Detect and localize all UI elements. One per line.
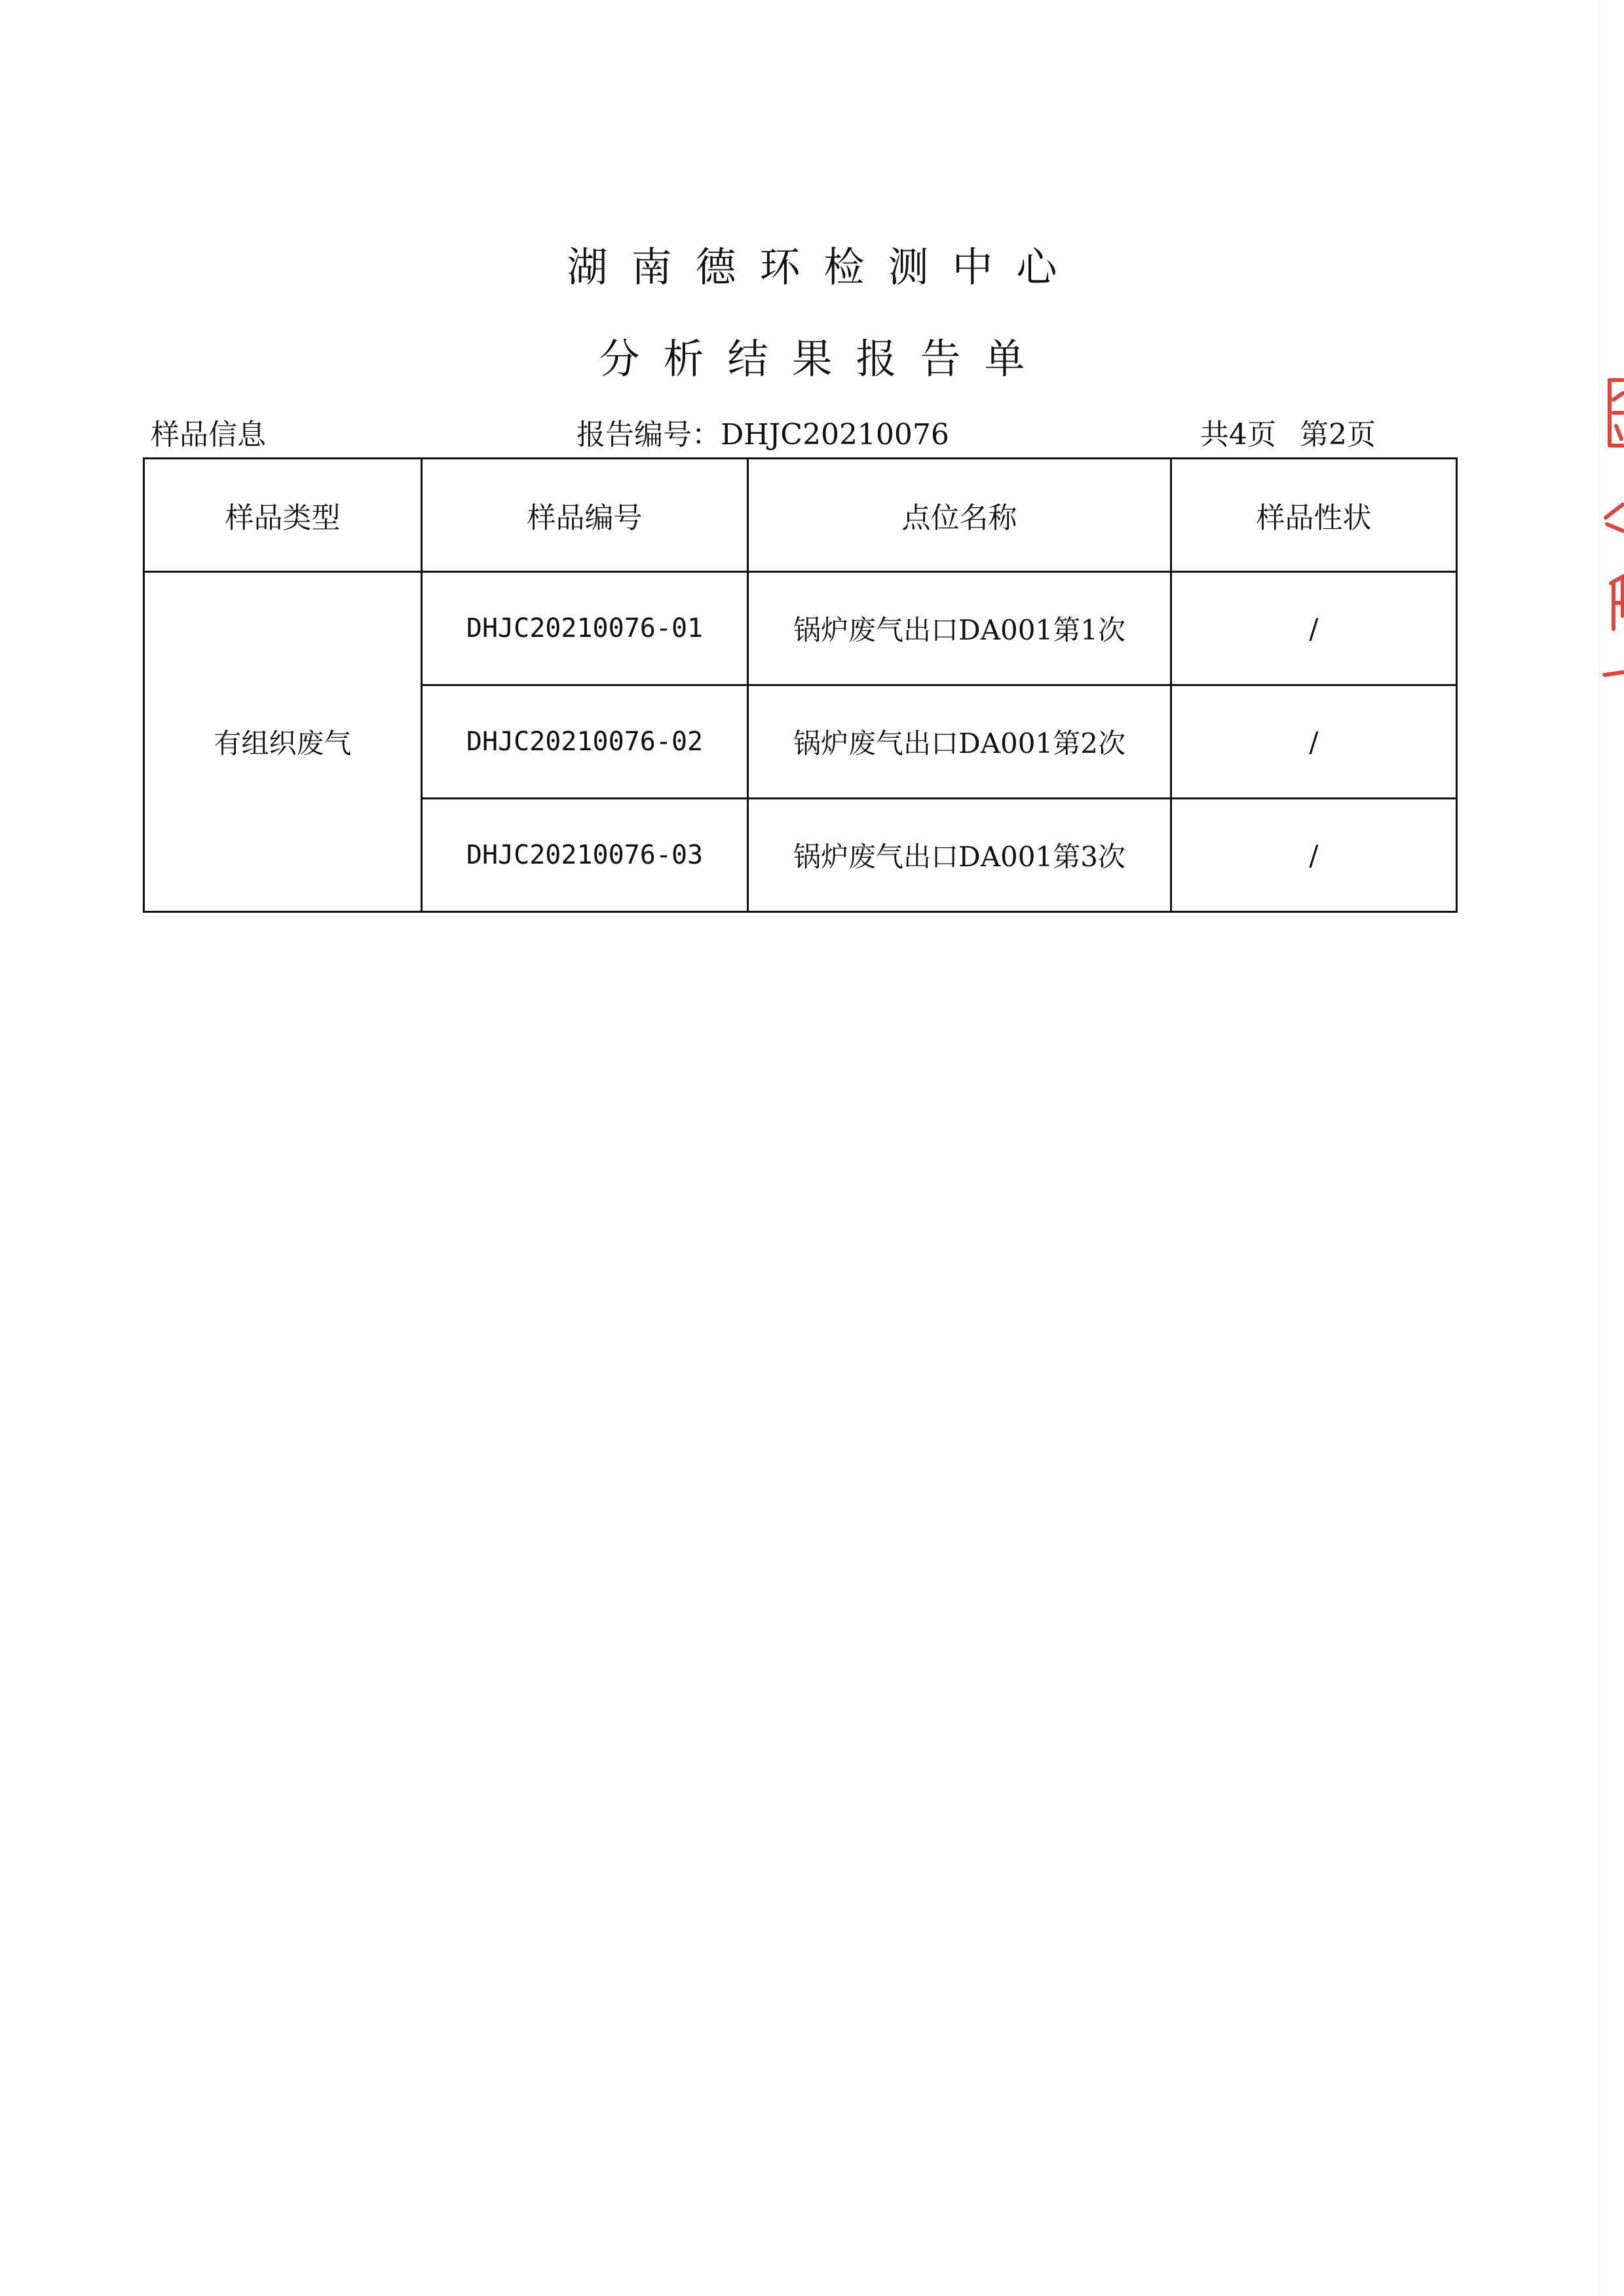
seal-stamp-partial (1578, 367, 1624, 708)
table-row (144, 572, 1457, 685)
sample-table (143, 457, 1458, 913)
seal-stamp-graphic (1578, 367, 1624, 708)
table-header-row (144, 459, 1457, 572)
report-number-value: DHJC20210076 (721, 418, 949, 451)
page-indicator (1200, 417, 1376, 453)
property-cell: / (1171, 572, 1457, 685)
report-title: 分析结果报告单 (599, 335, 1049, 383)
property-cell: / (1171, 685, 1457, 799)
page-current: 第2页 (1300, 418, 1376, 451)
pages-total: 共4页 (1200, 418, 1276, 451)
sample-id-cell: DHJC20210076-02 (422, 685, 748, 799)
sample-id-cell: DHJC20210076-01 (422, 572, 748, 685)
column-header: 点位名称 (748, 459, 1171, 572)
sample-id-cell: DHJC20210076-03 (422, 799, 748, 912)
column-header: 样品编号 (422, 459, 748, 572)
property-cell: / (1171, 799, 1457, 912)
organization-title: 湖南德环检测中心 (567, 243, 1081, 291)
column-header: 样品类型 (144, 459, 422, 572)
report-number-label: 报告编号： (576, 418, 721, 451)
sample-type-cell: 有组织废气 (144, 572, 422, 912)
sample-info-label: 样品信息 (151, 418, 266, 451)
column-header: 样品性状 (1171, 459, 1457, 572)
location-cell: 锅炉废气出口DA001第2次 (748, 685, 1171, 799)
report-number (576, 417, 949, 453)
location-cell: 锅炉废气出口DA001第3次 (748, 799, 1171, 912)
location-cell: 锅炉废气出口DA001第1次 (748, 572, 1171, 685)
